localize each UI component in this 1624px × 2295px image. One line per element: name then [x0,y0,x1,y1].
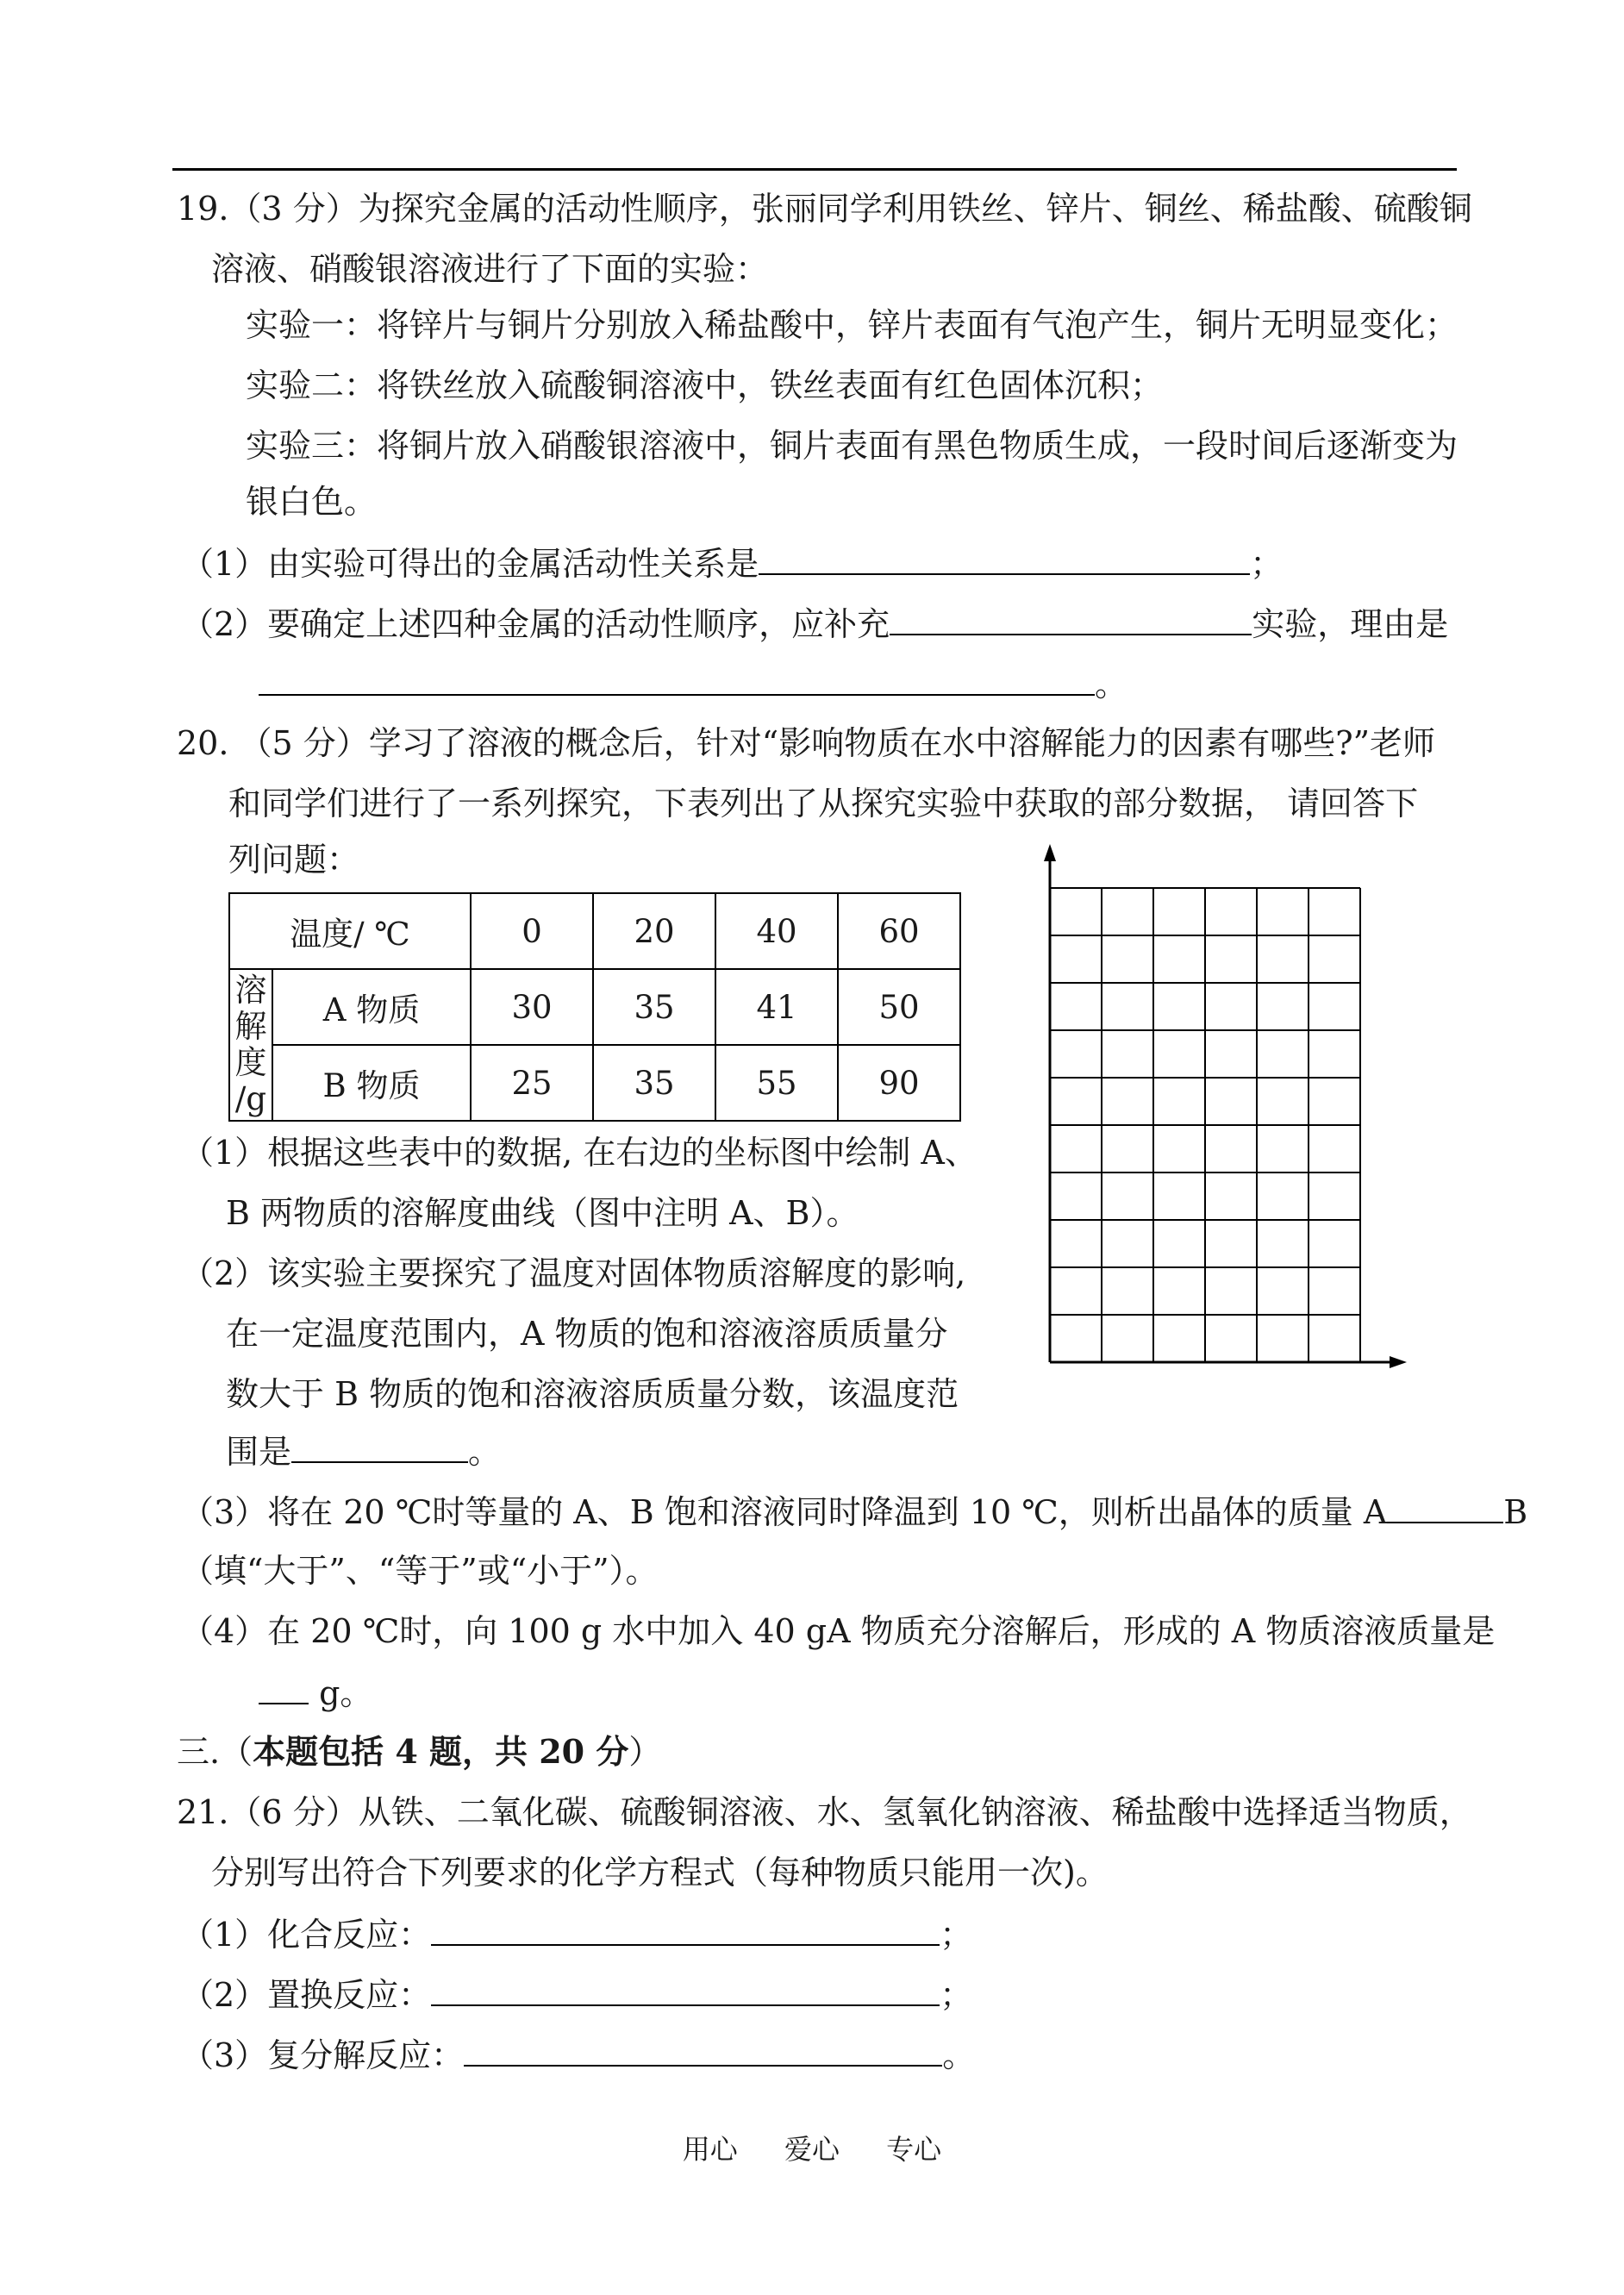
q21-answer3-blank[interactable] [464,2032,942,2067]
value-cell: 90 [838,1045,960,1121]
q19-part1-end: ； [1250,545,1284,583]
temp-cell: 60 [838,893,960,969]
group-char: /g [234,1080,267,1117]
footer-text: 爱心 [784,2133,840,2166]
temp-cell: 20 [593,893,715,969]
q20-part1a: （1）根据这些表中的数据, 在右边的坐标图中绘制 A、 [181,1134,978,1172]
x-axis-arrow-icon [1390,1356,1407,1368]
q19-reason-blank[interactable] [259,661,1095,696]
section-3-prefix: 三.（ [177,1733,253,1771]
section-3-suffix: ） [628,1733,662,1771]
footer-text: 用心 [682,2133,738,2166]
q19-answer1-blank[interactable] [759,541,1250,575]
q21-part2 [181,1972,972,2017]
q21-part3 [181,2032,975,2077]
q20-part2d [226,1429,501,1473]
q20-part1b: B 两物质的溶解度曲线（图中注明 A、B）。 [226,1194,859,1232]
group-char: 溶 [234,972,267,1009]
group-char: 度 [234,1044,267,1081]
page-footer [0,2128,1624,2167]
q20-part2a: （2）该实验主要探究了温度对固体物质溶解度的影响, [181,1254,966,1292]
q20-part2d-text: 围是 [226,1433,292,1471]
value-cell: 35 [593,969,715,1045]
q21-part1-end: ； [940,1916,973,1954]
top-rule [172,168,1457,171]
q19-exp2: 实验二：将铁丝放入硫酸铜溶液中，铁丝表面有红色固体沉积； [246,366,1164,404]
q19-part2-cont [259,661,1127,706]
q19-part2-end: 。 [1095,666,1128,704]
q20-part2c: 数大于 B 物质的饱和溶液溶质质量分数，该温度范 [226,1375,959,1413]
q21-part1 [181,1911,972,1956]
q19-exp1: 实验一：将锌片与铜片分别放入稀盐酸中，锌片表面有气泡产生，铜片无明显变化； [246,306,1458,344]
q19-part1-text: （1）由实验可得出的金属活动性关系是 [181,545,759,583]
q19-part2-middle: 实验，理由是 [1252,605,1449,643]
temperature-header: 温度/ ℃ [229,893,471,969]
value-cell: 55 [715,1045,838,1121]
temp-cell: 40 [715,893,838,969]
q20-mass-blank[interactable] [259,1670,309,1704]
group-char: 解 [234,1008,267,1045]
q19-part1 [181,541,1283,585]
q20-part3-end: B [1503,1493,1528,1531]
table-header-row [229,893,960,969]
q21-part3-text: （3）复分解反应： [181,2036,465,2074]
q20-part3 [181,1489,1527,1534]
y-axis-arrow-icon [1044,844,1056,861]
q21-answer1-blank[interactable] [431,1911,940,1946]
q19-part2-text: （2）要确定上述四种金属的活动性顺序，应补充 [181,605,890,643]
grid-lines [1050,888,1360,1362]
q19-exp3b: 银白色。 [246,483,378,521]
value-cell: 30 [471,969,593,1045]
value-cell: 41 [715,969,838,1045]
row-label-a: A 物质 [272,969,471,1045]
value-cell: 25 [471,1045,593,1121]
table-row-b [229,1045,960,1121]
q20-part3-text: （3）将在 20 ℃时等量的 A、B 饱和溶液同时降温到 10 ℃，则析出晶体的质量 A [181,1493,1388,1531]
q21-part3-end: 。 [942,2036,976,2074]
solubility-group-label [229,969,272,1121]
temp-cell: 0 [471,893,593,969]
q20-part4b-end: g。 [309,1674,373,1712]
grid-svg [1009,841,1414,1384]
q20-line3: 列问题： [228,841,360,879]
q19-exp3a: 实验三：将铜片放入硝酸银溶液中，铜片表面有黑色物质生成，一段时间后逐渐变为 [246,427,1458,465]
q20-range-blank[interactable] [291,1429,468,1463]
q20-part4: （4）在 20 ℃时，向 100 g 水中加入 40 gA 物质充分溶解后，形成的 A 物质溶液质量是 [181,1612,1496,1650]
q21-answer2-blank[interactable] [431,1972,940,2006]
coordinate-grid[interactable] [1009,841,1414,1384]
q21-part2-end: ； [940,1976,973,2014]
q21-part1-text: （1）化合反应： [181,1916,432,1954]
footer-text: 专心 [886,2133,942,2166]
solubility-table [228,892,961,1122]
q21-line1: 21.（6 分）从铁、二氧化碳、硫酸铜溶液、水、氢氧化钠溶液、稀盐酸中选择适当物质， [177,1793,1472,1831]
q20-line2: 和同学们进行了一系列探究，下表列出了从探究实验中获取的部分数据， 请回答下 [228,785,1419,822]
value-cell: 50 [838,969,960,1045]
q21-line2: 分别写出符合下列要求的化学方程式（每种物质只能用一次)。 [211,1854,1109,1892]
value-cell: 35 [593,1045,715,1121]
q19-line1: 19.（3 分）为探究金属的活动性顺序，张丽同学利用铁丝、锌片、铜丝、稀盐酸、硫酸铜 [177,190,1472,228]
q20-part4b [259,1670,372,1715]
q20-part3b: （填“大于”、“等于”或“小于”）。 [181,1552,659,1590]
section-3-heading [177,1730,661,1773]
q21-part2-text: （2）置换反应： [181,1976,432,2014]
q20-part2d-end: 。 [468,1433,502,1471]
q19-part2 [181,601,1448,646]
q19-answer2-blank[interactable] [890,601,1252,635]
q20-part2b: 在一定温度范围内，A 物质的饱和溶液溶质质量分 [226,1315,948,1353]
table-row-a [229,969,960,1045]
q19-line2: 溶液、硝酸银溶液进行了下面的实验： [211,250,769,288]
row-label-b: B 物质 [272,1045,471,1121]
q20-compare-blank[interactable] [1387,1489,1503,1523]
section-3-title: 本题包括 4 题，共 20 分 [253,1732,629,1771]
q20-line1: 20. （5 分）学习了溶液的概念后，针对“影响物质在水中溶解能力的因素有哪些?”老师 [177,724,1435,762]
